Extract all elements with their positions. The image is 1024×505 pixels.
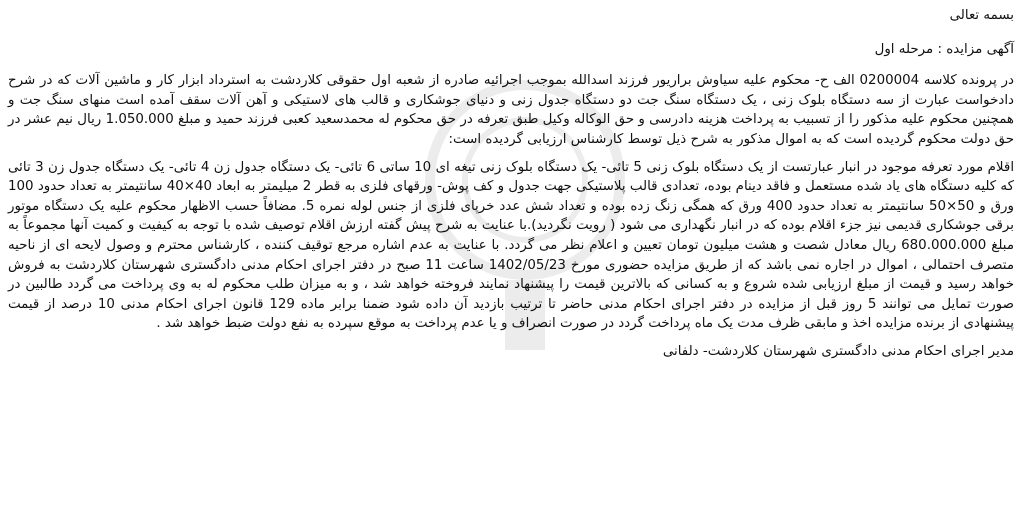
notice-title: آگهی مزایده : مرحله اول (874, 41, 1014, 57)
case-paragraph: در پرونده کلاسه 0200004 الف ح- محکوم علیه سیاوش براریور فرزند اسدالله بموجب اجرائیه صادره از شعبه اول حقوقی کلاردشت به استرداد ابزار کار و ماشین آلات که در شرح دادخواست عبارت از سه دستگاه بلوک زنی ، یک دستگاه سنگ جت دو دستگاه جدول زنی و دنیای جوشکاری و قالب های لاستیکی و آهن آلات سقف آمده است منهای سنگ جت و همچنین محکوم علیه مذکور را از تسبیب به پرداخت هزینه دادرسی و حق الوکاله وکیل طبق تعرفه در حق محکوم له محمدسعید کعبی فرزند حمید و مبلغ 1.050.000 ریال نیم عشر در حق دولت محکوم گردیده است که به اموال مذکور به شرح ذیل توسط کارشناس ارزیابی گردیده است: (8, 73, 1014, 147)
signature-line: مدیر اجرای احکام مدنی دادگستری شهرستان کلاردشت- دلفانی (662, 343, 1014, 359)
basmala-heading: بسمه تعالی (949, 8, 1014, 23)
items-paragraph: اقلام مورد تعرفه موجود در انبار عبارتست از یک دستگاه بلوک زنی 5 تائی- یک دستگاه بلوک زنی تیغه ای 10 ساتی 6 تائی- یک دستگاه جدول زن 4 تائی- یک دستگاه جدول زن 3 تائی که کلیه دستگاه های یاد شده مستعمل و فاقد دینام بوده، تعدادی قالب پلاستیکی جهت جدول و کف پوش- ورقهای فلزی به قطر 2 میلیمتر به ابعاد 40×40 سانتیمتر به تعداد حدود 100 ورق و 50×50 سانتیمتر به تعداد حدود 400 ورق که همگی زنگ زده بوده و تعداد شش عدد خرپای فلزی از جنس لوله نمره 5. مضافاً حسب الاظهار محکوم علیه یک دستگاه موتور برقی جوشکاری قدیمی نیز جزء اقلام بوده که در انبار نگهداری می شود ( رویت نگردید).با عنایت به شرح پیش گفته ارزش اقلام توصیف شده با توجه به کیفیت و کمیت آنها مجموعاً به مبلغ 680.000.000 ریال معادل شصت و هشت میلیون تومان تعیین و اعلام نظر می گردد. با عنایت به عدم اشاره مرجع توقیف کننده ، کارشناس محترم و وصول لایحه ای از ناحیه متصرف احتمالی ، اموال در اجاره نمی باشد که از طریق مزایده حضوری مورخ 1402/05/23 ساعت 11 صبح در دفتر اجرای احکام مدنی دادگستری شهرستان کلاردشت به فروش خواهد رسید و قیمت از مبلغ ارزیابی شده شروع و به کسانی که بالاترین قیمت را پیشنهاد نمایند فروخته خواهد شد ، و به میزان طلب محکوم له به وی پرداخت می گردد طالبین در صورت تمایل می توانند 5 روز قبل از مزایده در دفتر اجرای احکام مدنی حاضر تا ترتیب بازدید آن داده شود ضمنا برابر ماده 129 قانون اجرای احکام مدنی 10 درصد از قیمت پیشنهادی از برنده مزایده اخذ و مابقی ظرف مدت یک ماه پرداخت گردد در صورت انصراف و یا عدم پرداخت به موقع سپرده به نفع دولت ضبط خواهد شد . (8, 159, 1015, 332)
